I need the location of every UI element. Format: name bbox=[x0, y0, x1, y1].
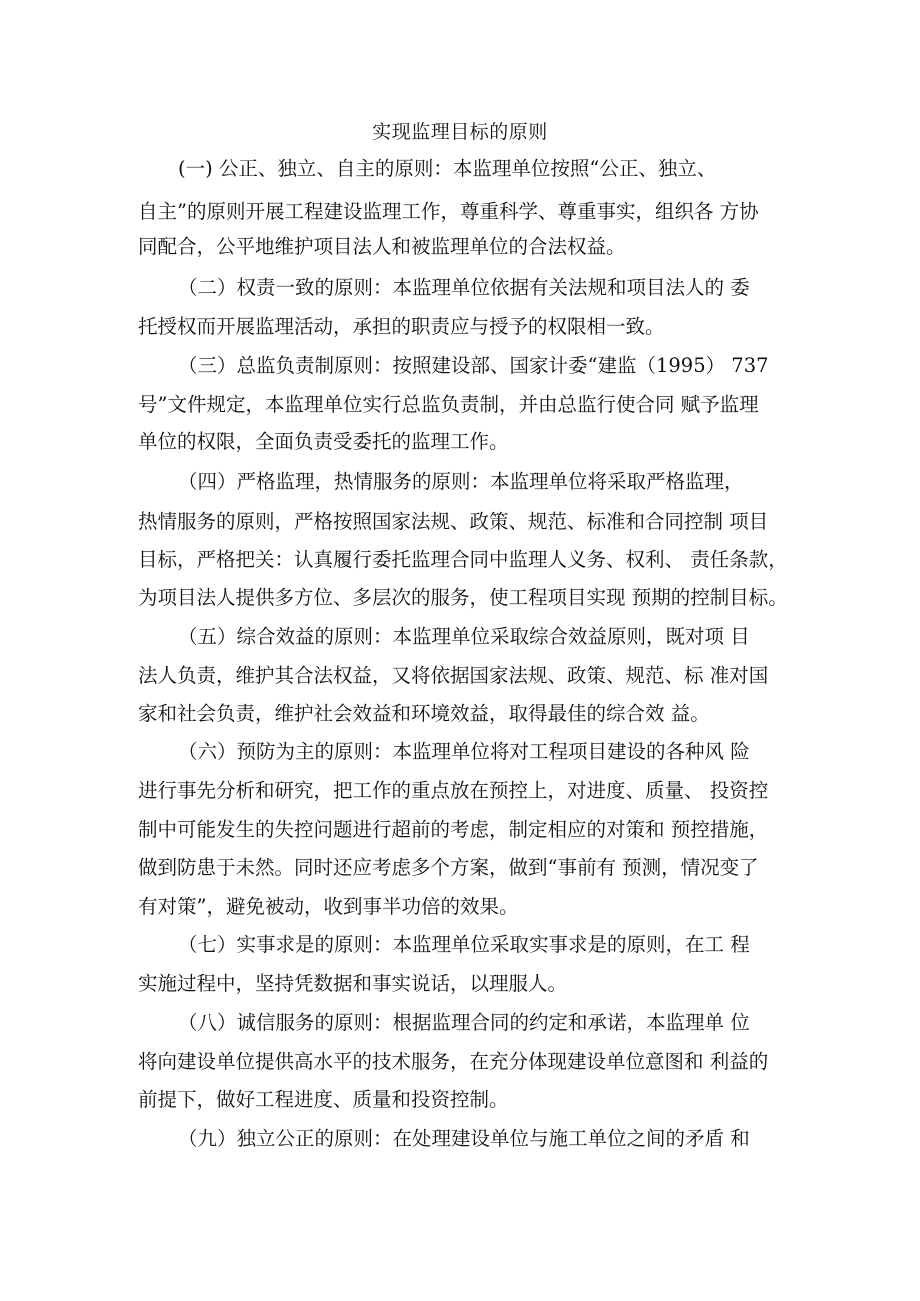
paragraph-line: 做到防患于未然。同时还应考虑多个方案，做到“事前有 预测，情况变了 bbox=[138, 856, 759, 879]
paragraph-line: （九）独立公正的原则：在处理建设单位与施工单位之间的矛盾 和 bbox=[178, 1127, 750, 1150]
paragraph-line: 为项目法人提供多方位、多层次的服务，使工程项目实现 预期的控制目标。 bbox=[138, 586, 788, 609]
paragraph-line: 同配合，公平地维护项目法人和被监理单位的合法权益。 bbox=[138, 235, 626, 258]
paragraph-line: 自主”的原则开展工程建设监理工作，尊重科学、尊重事实，组织各 方协 bbox=[138, 200, 759, 223]
paragraph-line: 制中可能发生的失控问题进行超前的考虑，制定相应的对策和 预控措施， bbox=[138, 818, 769, 841]
paragraph-line: （二）权责一致的原则：本监理单位依据有关法规和项目法人的 委 bbox=[178, 276, 750, 299]
paragraph-line: 有对策”，避免被动，收到事半功倍的效果。 bbox=[138, 895, 519, 918]
paragraph-line: （六）预防为主的原则：本监理单位将对工程项目建设的各种风 险 bbox=[178, 740, 750, 763]
paragraph-line: （八）诚信服务的原则：根据监理合同的约定和承诺，本监理单 位 bbox=[178, 1011, 750, 1034]
paragraph-line: 法人负责，维护其合法权益，又将依据国家法规、政策、规范、标 准对国 bbox=[138, 664, 769, 687]
paragraph-line: 进行事先分析和研究，把工作的重点放在预控上，对进度、质量、 投资控 bbox=[138, 779, 769, 802]
page-title: 实现监理目标的原则 bbox=[372, 121, 548, 143]
paragraph-line: (一) 公正、独立、自主的原则：本监理单位按照“公正、独立、 bbox=[178, 157, 717, 180]
paragraph-line: 热情服务的原则，严格按照国家法规、政策、规范、标准和合同控制 项目 bbox=[138, 510, 769, 533]
paragraph-line: 单位的权限，全面负责受委托的监理工作。 bbox=[138, 430, 509, 453]
paragraph-line: （五）综合效益的原则：本监理单位采取综合效益原则，既对项 目 bbox=[178, 625, 750, 648]
paragraph-line: 托授权而开展监理活动，承担的职责应与授予的权限相一致。 bbox=[138, 315, 665, 338]
paragraph-line: （四）严格监理，热情服务的原则：本监理单位将采取严格监理， bbox=[178, 470, 744, 493]
paragraph-line: 前提下，做好工程进度、质量和投资控制。 bbox=[138, 1088, 509, 1111]
paragraph-line: 将向建设单位提供高水平的技术服务，在充分体现建设单位意图和 利益的 bbox=[138, 1050, 769, 1073]
paragraph-line: 实施过程中，坚持凭数据和事实说话，以理服人。 bbox=[138, 972, 568, 995]
paragraph-line: 家和社会负责，维护社会效益和环境效益，取得最佳的综合效 益。 bbox=[138, 702, 710, 725]
paragraph-line: （三）总监负责制原则：按照建设部、国家计委“建监（1995） 737 bbox=[178, 354, 769, 377]
paragraph-line: 号”文件规定，本监理单位实行总监负责制，并由总监行使合同 赋予监理 bbox=[138, 393, 759, 416]
paragraph-line: （七）实事求是的原则：本监理单位采取实事求是的原则，在工 程 bbox=[178, 933, 750, 956]
paragraph-line: 目标，严格把关：认真履行委托监理合同中监理人义务、权利、 责任条款， bbox=[138, 548, 788, 571]
